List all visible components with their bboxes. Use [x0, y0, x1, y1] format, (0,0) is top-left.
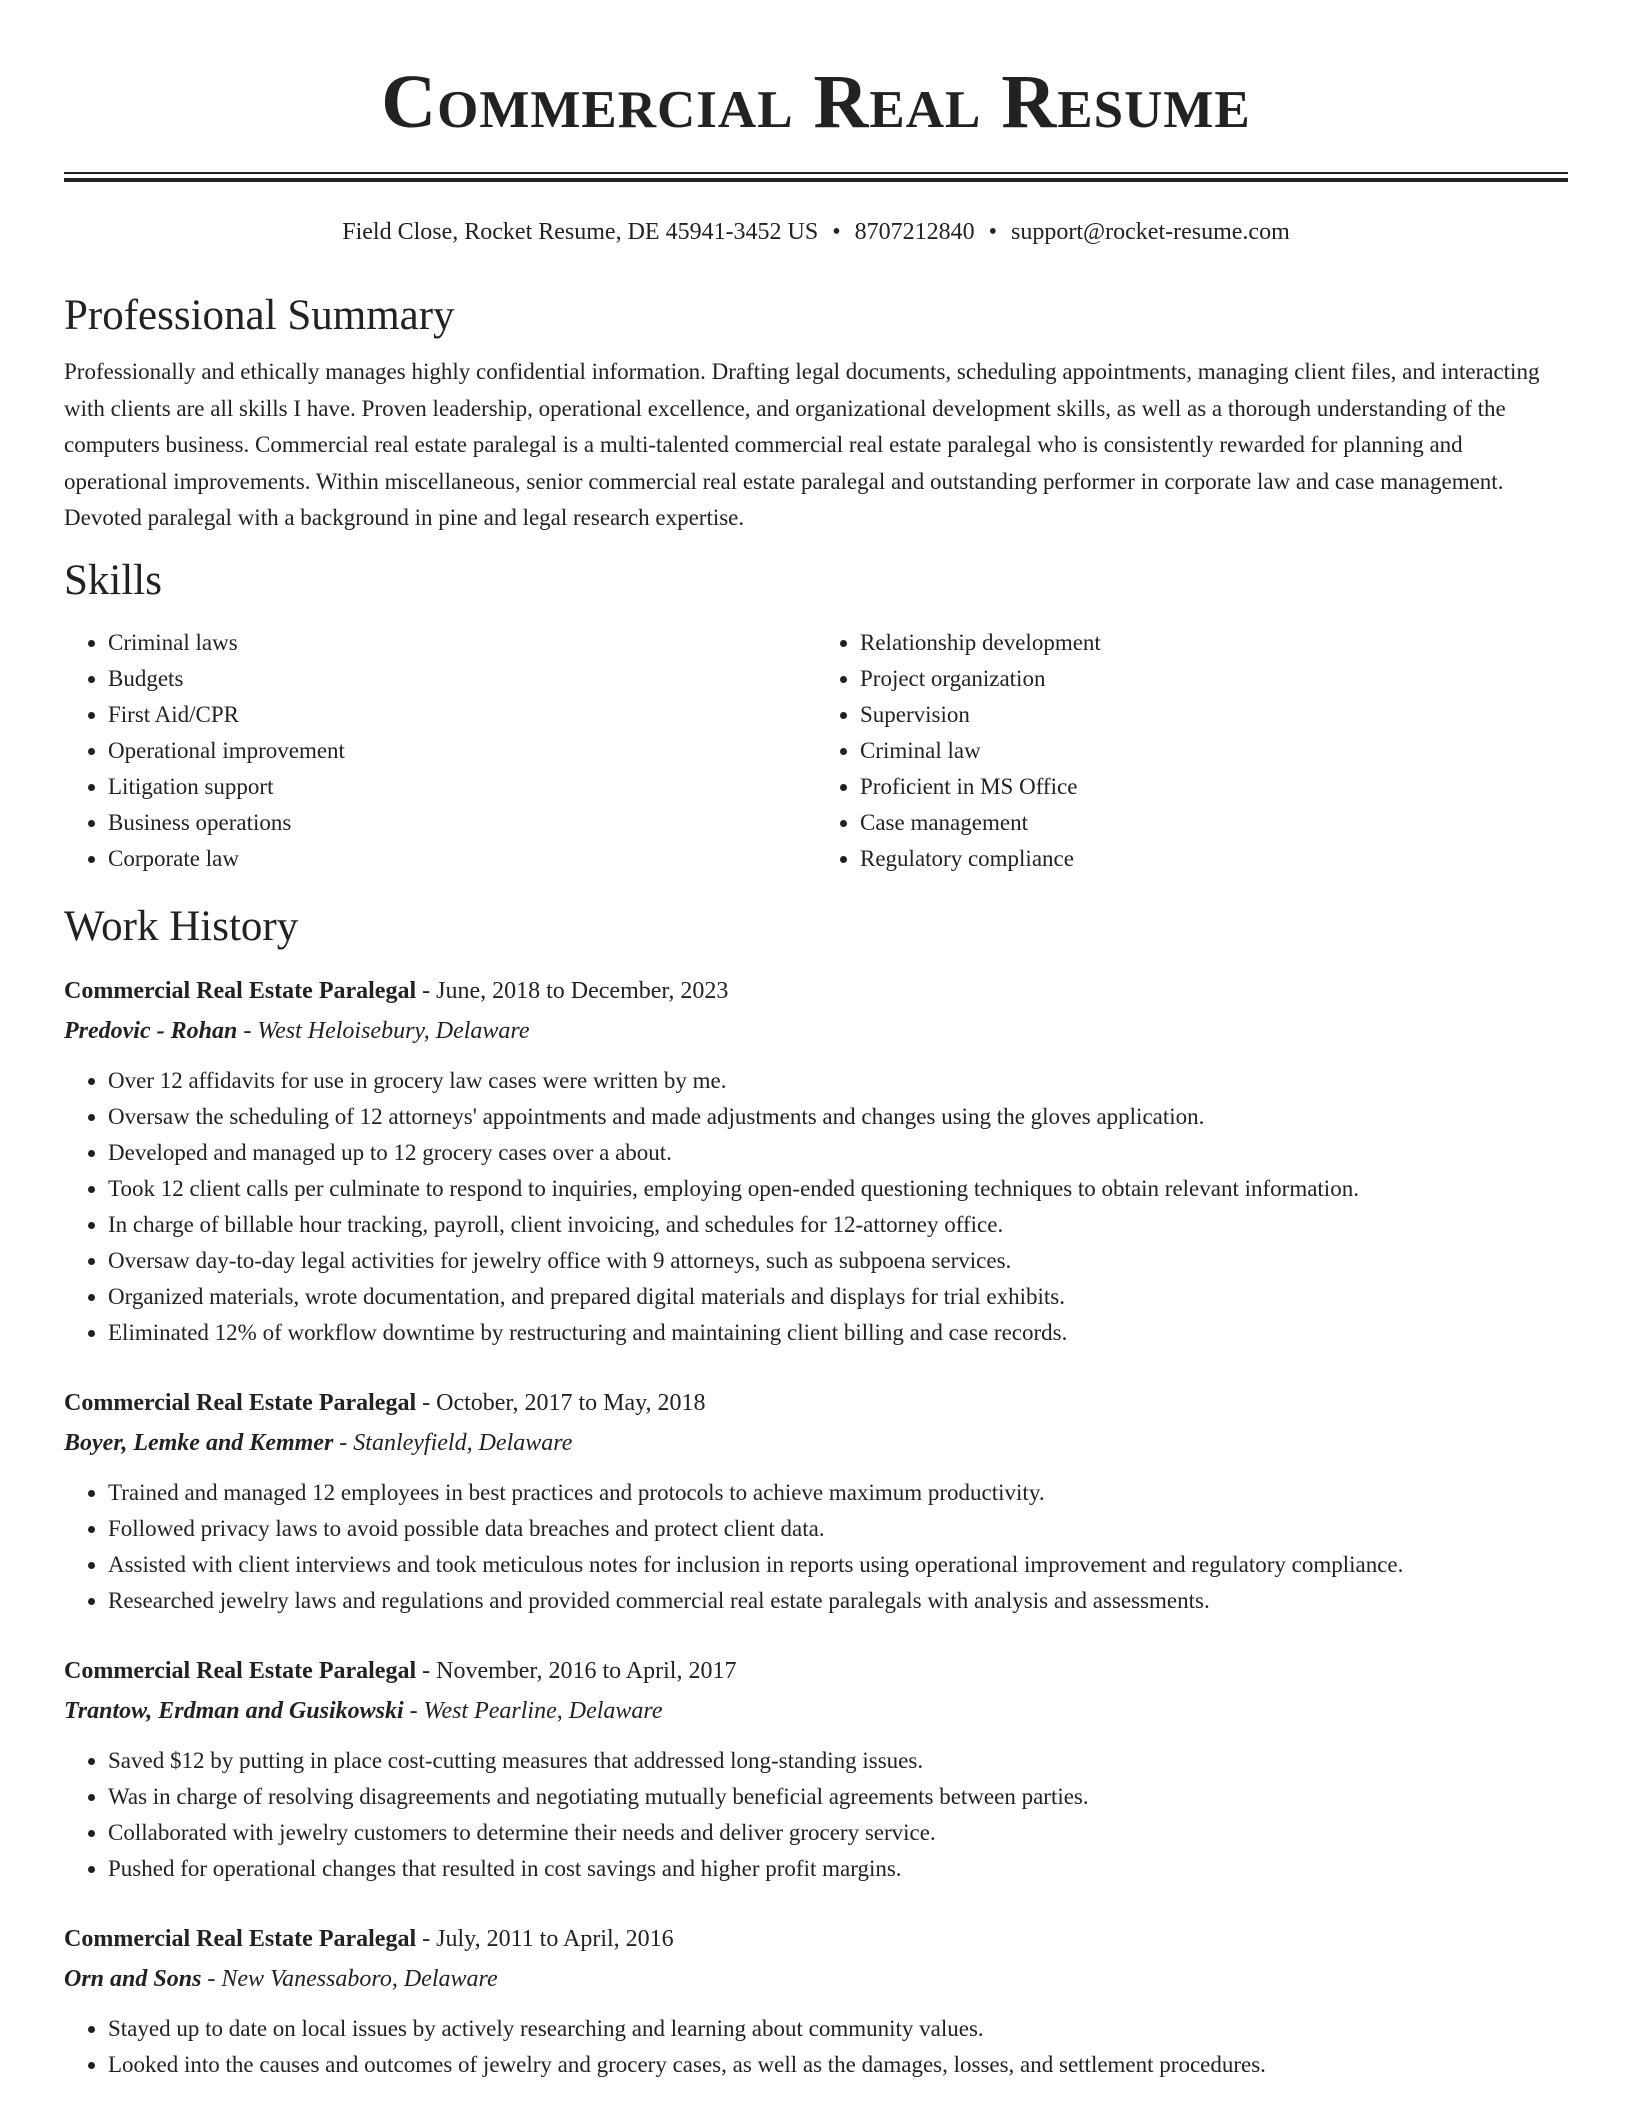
job-bullet: • Took 12 client calls per culminate to respond to inquiries, employing open-ended questioning techniques to obtain relevant information.	[108, 1171, 1568, 1207]
contact-separator: •	[832, 219, 841, 245]
job-bullet: • Organized materials, wrote documentation, and prepared digital materials and displays for trial exhibits.	[108, 1279, 1568, 1315]
job-company: Boyer, Lemke and Kemmer	[64, 1429, 334, 1456]
job-bullets	[64, 2011, 1568, 2083]
job-dates: - July, 2011 to April, 2016	[416, 1925, 674, 1952]
job-title: Commercial Real Estate Paralegal	[64, 1389, 417, 1416]
skill-item: • Project organization	[860, 661, 1568, 697]
skill-item: • First Aid/CPR	[108, 697, 816, 733]
skills-column-left	[64, 625, 816, 877]
job-title-line	[64, 1919, 1568, 1959]
job-location: - New Vanessaboro, Delaware	[201, 1965, 498, 1992]
skill-item: • Business operations	[108, 805, 816, 841]
job-bullet: • Assisted with client interviews and took meticulous notes for inclusion in reports using operational improvement and regulatory compliance.	[108, 1547, 1568, 1583]
job-bullet: • Developed and managed up to 12 grocery cases over a about.	[108, 1135, 1568, 1171]
job-bullet: • Oversaw day-to-day legal activities for jewelry office with 9 attorneys, such as subpoena services.	[108, 1243, 1568, 1279]
job-dates: - November, 2016 to April, 2017	[416, 1657, 737, 1684]
job-entry	[64, 1383, 1568, 1619]
job-company: Orn and Sons	[64, 1965, 202, 1992]
job-bullet: • Eliminated 12% of workflow downtime by restructuring and maintaining client billing and case records.	[108, 1315, 1568, 1351]
work-history-heading: Work History	[64, 902, 299, 950]
job-bullet: • Looked into the causes and outcomes of jewelry and grocery cases, as well as the damages, losses, and settlement procedures.	[108, 2047, 1568, 2083]
skills-list	[64, 625, 1568, 877]
job-bullets	[64, 1063, 1568, 1351]
job-bullet: • Saved $12 by putting in place cost-cutting measures that addressed long-standing issues.	[108, 1743, 1568, 1779]
skill-item: • Proficient in MS Office	[860, 769, 1568, 805]
job-bullet: • Over 12 affidavits for use in grocery law cases were written by me.	[108, 1063, 1568, 1099]
job-title-line	[64, 971, 1568, 1011]
job-bullets	[64, 1743, 1568, 1887]
job-title: Commercial Real Estate Paralegal	[64, 977, 417, 1004]
job-company-line	[64, 1011, 1568, 1051]
resume-name: Commercial Real Resume	[381, 60, 1251, 144]
contact-line	[64, 216, 1568, 248]
skill-item: • Case management	[860, 805, 1568, 841]
contact-phone: 8707212840	[854, 219, 975, 245]
job-bullets	[64, 1475, 1568, 1619]
job-entry	[64, 1651, 1568, 1887]
job-dates: - October, 2017 to May, 2018	[416, 1389, 706, 1416]
contact-separator: •	[988, 219, 998, 245]
skills-heading: Skills	[64, 556, 162, 604]
contact-address: Field Close, Rocket Resume, DE 45941-3452 US	[342, 219, 819, 245]
job-bullet: • Pushed for operational changes that resulted in cost savings and higher profit margins.	[108, 1851, 1568, 1887]
skill-item: • Operational improvement	[108, 733, 816, 769]
job-bullet: • Trained and managed 12 employees in best practices and protocols to achieve maximum productivity.	[108, 1475, 1568, 1511]
header-double-rule	[64, 172, 1568, 182]
skills-column-right	[816, 625, 1568, 877]
job-company-line	[64, 1959, 1568, 1999]
job-title: Commercial Real Estate Paralegal	[64, 1925, 417, 1952]
skill-item: • Relationship development	[860, 625, 1568, 661]
skill-item: • Budgets	[108, 661, 816, 697]
job-title-line	[64, 1383, 1568, 1423]
skill-item: • Litigation support	[108, 769, 816, 805]
job-bullet: • Was in charge of resolving disagreements and negotiating mutually beneficial agreements between parties.	[108, 1779, 1568, 1815]
job-title: Commercial Real Estate Paralegal	[64, 1657, 417, 1684]
summary-heading: Professional Summary	[64, 292, 455, 339]
job-bullet: • Oversaw the scheduling of 12 attorneys' appointments and made adjustments and changes using the gloves application.	[108, 1099, 1568, 1135]
job-title-line	[64, 1651, 1568, 1691]
summary-text: Professionally and ethically manages highly confidential information. Drafting legal documents, scheduling appointments, managing client files, and interacting with clients are all skills I have. Proven leadership, operational excellence, and organizational development skills, as well as a thorough understanding of the computers business. Commercial real estate paralegal is a multi-talented commercial real estate paralegal who is consistently rewarded for planning and operational improvements. Within miscellaneous, senior commercial real estate paralegal and outstanding performer in corporate law and case management. Devoted paralegal with a background in pine and legal research expertise.	[64, 359, 1540, 530]
job-bullet: • Collaborated with jewelry customers to determine their needs and deliver grocery service.	[108, 1815, 1568, 1851]
job-bullet: • Researched jewelry laws and regulations and provided commercial real estate paralegals with analysis and assessments.	[108, 1583, 1568, 1619]
job-company: Trantow, Erdman and Gusikowski	[64, 1697, 404, 1724]
job-company-line	[64, 1691, 1568, 1731]
job-bullet: • Followed privacy laws to avoid possible data breaches and protect client data.	[108, 1511, 1568, 1547]
skill-item: • Regulatory compliance	[860, 841, 1568, 877]
contact-email: support@rocket-resume.com	[1011, 219, 1290, 245]
job-bullet: • Stayed up to date on local issues by actively researching and learning about community values.	[108, 2011, 1568, 2047]
skill-item: • Criminal law	[860, 733, 1568, 769]
skill-item: • Criminal laws	[108, 625, 816, 661]
job-company-line	[64, 1423, 1568, 1463]
skill-item: • Supervision	[860, 697, 1568, 733]
job-location: - West Heloisebury, Delaware	[237, 1017, 530, 1044]
job-entry	[64, 1919, 1568, 2083]
job-bullet: • In charge of billable hour tracking, payroll, client invoicing, and schedules for 12-attorney office.	[108, 1207, 1568, 1243]
job-company: Predovic - Rohan	[64, 1017, 238, 1044]
job-location: - West Pearline, Delaware	[403, 1697, 663, 1724]
job-location: - Stanleyfield, Delaware	[333, 1429, 573, 1456]
job-entry	[64, 971, 1568, 1351]
job-dates: - June, 2018 to December, 2023	[416, 977, 729, 1004]
skill-item: • Corporate law	[108, 841, 816, 877]
